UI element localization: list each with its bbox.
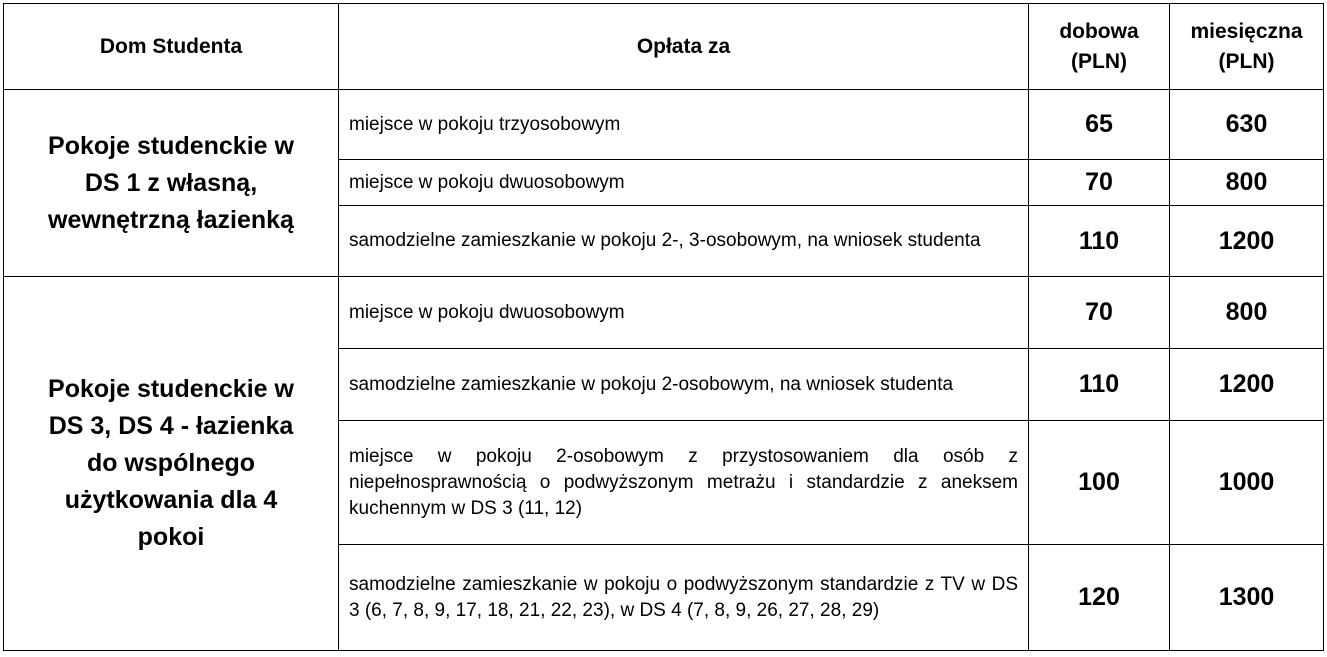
row-monthly-fee: 1200	[1170, 349, 1324, 421]
row-description: samodzielne zamieszkanie w pokoju 2-osobowym, na wniosek studenta	[339, 349, 1029, 421]
header-dom-studenta: Dom Studenta	[4, 4, 339, 90]
row-monthly-fee: 800	[1170, 277, 1324, 349]
table-row	[4, 90, 1324, 160]
row-monthly-fee: 800	[1170, 160, 1324, 206]
table-row	[4, 277, 1324, 349]
row-description: miejsce w pokoju dwuosobowym	[339, 277, 1029, 349]
header-oplata-za: Opłata za	[339, 4, 1029, 90]
header-daily-unit: (PLN)	[1071, 49, 1127, 73]
row-description: miejsce w pokoju dwuosobowym	[339, 160, 1029, 206]
row-daily-fee: 110	[1029, 349, 1170, 421]
header-daily-fee	[1029, 4, 1170, 90]
row-monthly-fee: 1300	[1170, 545, 1324, 651]
row-monthly-fee: 1000	[1170, 421, 1324, 545]
row-daily-fee: 70	[1029, 277, 1170, 349]
group-1-name-line: wewnętrzną łazienką	[48, 205, 294, 234]
group-2-name-line: pokoi	[137, 523, 205, 551]
header-monthly-label: miesięczna	[1190, 19, 1303, 43]
group-2-name-line: do wspólnego	[86, 449, 256, 477]
header-monthly-fee	[1170, 4, 1324, 90]
group-2-name	[4, 277, 339, 651]
row-description: miejsce w pokoju 2-osobowym z przystosowaniem dla osób z niepełnosprawnością o podwyższonym metrażu i standardzie z aneksem kuchennym w DS 3 (11, 12)	[339, 421, 1029, 545]
header-row	[4, 4, 1324, 90]
group-1-name	[4, 90, 339, 277]
row-daily-fee: 120	[1029, 545, 1170, 651]
group-2-name-line: Pokoje studenckie w	[48, 375, 294, 403]
group-2-name-line: DS 3, DS 4 - łazienka	[48, 412, 294, 440]
group-2-name-line: użytkowania dla 4	[64, 486, 278, 514]
row-description: samodzielne zamieszkanie w pokoju o podwyższonym standardzie z TV w DS 3 (6, 7, 8, 9, 17, 18, 21, 22, 23), w DS 4 (7, 8, 9, 26, 27, 28, 29)	[339, 545, 1029, 651]
header-monthly-unit: (PLN)	[1218, 49, 1275, 73]
row-monthly-fee: 1200	[1170, 206, 1324, 277]
group-1-name-line: Pokoje studenckie w	[48, 131, 294, 160]
row-monthly-fee: 630	[1170, 90, 1324, 160]
fee-table	[3, 3, 1324, 651]
row-daily-fee: 70	[1029, 160, 1170, 206]
row-description: miejsce w pokoju trzyosobowym	[339, 90, 1029, 160]
row-description: samodzielne zamieszkanie w pokoju 2-, 3-osobowym, na wniosek studenta	[339, 206, 1029, 277]
row-daily-fee: 65	[1029, 90, 1170, 160]
header-daily-label: dobowa	[1059, 19, 1139, 43]
row-daily-fee: 110	[1029, 206, 1170, 277]
row-daily-fee: 100	[1029, 421, 1170, 545]
group-1-name-line: DS 1 z własną,	[84, 168, 258, 197]
